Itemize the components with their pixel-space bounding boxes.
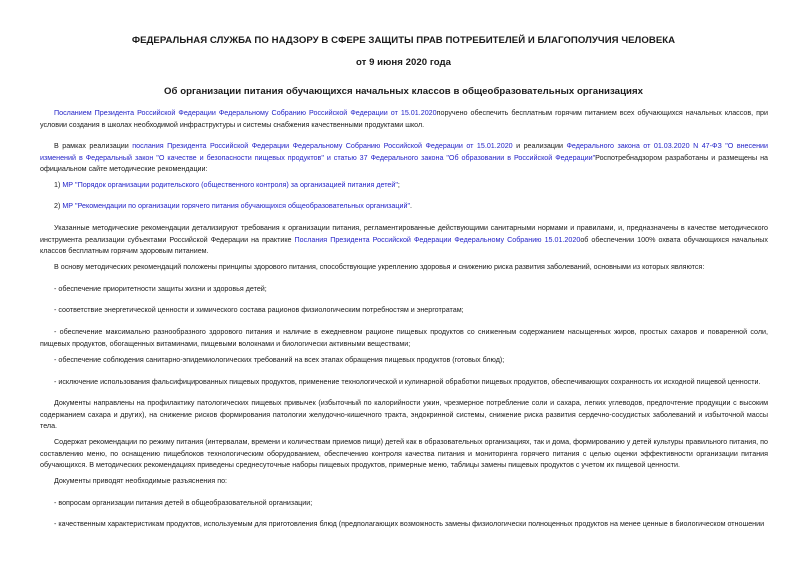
link-presidential-address[interactable]: Послания Президента Российской Федерации Федеральному Собранию 15.01.2020: [294, 235, 581, 244]
paragraph-text: .: [409, 202, 412, 210]
paragraph-12: Документы направлены на профилактику патологических пищевых привычек (избыточный по калорийности ужин, чрезмерное потребление соли и сахара, легких углеводов, предпочтение продукции с высоким содержанием сахара и других), на снижение рисков формирования патологии желудочно-кишечного тракта, эндокринной системы, снижение риска развития сердечно-сосудистых заболеваний и избыточной массы тела.: [40, 399, 768, 431]
agency-title: ФЕДЕРАЛЬНАЯ СЛУЖБА ПО НАДЗОРУ В СФЕРЕ ЗАЩИТЫ ПРАВ ПОТРЕБИТЕЛЕЙ И БЛАГОПОЛУЧИЯ ЧЕЛОВЕКА: [131, 35, 676, 46]
list-number: 2): [54, 202, 63, 210]
principle-item: - обеспечение приоритетности защиты жизни и здоровья детей;: [54, 285, 267, 293]
paragraph-14: Документы приводят необходимые разъяснения по:: [54, 477, 228, 485]
paragraph-5: [40, 223, 768, 258]
paragraph-text: и реализации: [512, 142, 567, 150]
link-federal-law-47fz[interactable]: Федерального закона от 01.03.2020 N 47-ФЗ "О внесении изменений в Федеральный закон "О качестве и безопасности пищевых продуктов" и статью 37 Федерального закона "Об образовании в Российской Федерации": [40, 142, 768, 162]
list-number: 1): [54, 181, 63, 189]
principle-item: - соответствие энергетической ценности и химического состава рационов физиологическим потребностям и энерготратам;: [54, 306, 464, 314]
link-mr-hot-meals[interactable]: МР "Рекомендации по организации горячего питания обучающихся общеобразовательных организаций": [62, 202, 410, 210]
link-presidential-address[interactable]: Посланием Президента Российской Федерации Федеральному Собранию Российской Федерации от 15.01.2020: [54, 109, 437, 117]
paragraph-13: Содержат рекомендации по режиму питания (интервалам, времени и количествам приемов пищи) детей как в образовательных организациях, так и дома, формированию у детей культуры правильного питания, по составлению меню, по оснащению пищеблоков технологическим оборудованием, обеспечению контроля качества питания и мониторинга горячего питания с целью оценки эффективности организации питания обучающихся. В методических рекомендациях приведены среднесуточные наборы пищевых продуктов, примерные меню, таблицы замены пищевых продуктов с учетом их пищевой ценности.: [40, 438, 768, 470]
link-presidential-address[interactable]: послания Президента Российской Федерации Федеральному Собранию Российской Федерации от 15.01.2020: [132, 142, 513, 150]
clarification-item: - качественным характеристикам продуктов, используемым для приготовления блюд (предполагающих возможность замены физиологически полноценных продуктов на менее ценные в биологическом отношении: [54, 520, 765, 528]
paragraph-text: об обеспечении 100% охвата обучающихся начальных классов бесплатным горячим здоровым питанием.: [40, 235, 768, 256]
paragraph-text: поручено обеспечить бесплатным горячим питанием всех обучающихся начальных классов, при условии создания в школах необходимой инфраструктуры и системы снабжения качественными продуктами школ.: [40, 109, 768, 129]
paragraph-6: В основу методических рекомендаций положены принципы здорового питания, способствующие укреплению здоровья и снижению риска развития заболеваний, основными из которых являются:: [54, 263, 705, 271]
link-mr-parental-control[interactable]: МР "Порядок организации родительского (общественного контроля) за организацией питания детей": [62, 181, 398, 189]
principle-item: - обеспечение соблюдения санитарно-эпидемиологических требований на всех этапах обращения пищевых продуктов (готовых блюд);: [54, 356, 505, 364]
paragraph-text: Роспотребнадзором разработаны и размещены на официальном сайте методические рекомендации:: [40, 153, 768, 174]
clarification-item: - вопросам организации питания детей в общеобразовательной организации;: [54, 499, 313, 507]
paragraph-1: [40, 108, 768, 131]
paragraph-text: В рамках реализации: [54, 142, 133, 150]
document-date: от 9 июня 2020 года: [355, 57, 452, 68]
list-item-mr-2: [40, 201, 768, 213]
paragraph-2: [40, 141, 768, 176]
list-item-mr-1: [40, 180, 768, 192]
paragraph-text: Указанные методические рекомендации детализируют требования к организации питания, регламентированные действующими санитарными нормами и правилами, и, предназначены в качестве методического инструмента реализации субъектами Российской Федерации на практике: [40, 224, 768, 244]
document-title: Об организации питания обучающихся начальных классов в общеобразовательных организациях: [163, 86, 643, 97]
principle-item: - обеспечение максимально разнообразного здорового питания и наличие в ежедневном рационе пищевых продуктов со сниженным содержанием насыщенных жиров, простых сахаров и поваренной соли, пищевых продуктов, обогащенных витаминами, пищевыми волокнами и биологически активными веществами;: [40, 328, 768, 348]
principle-item: - исключение использования фальсифицированных пищевых продуктов, применение технологической и кулинарной обработки пищевых продуктов, обеспечивающих сохранность их исходной пищевой ценности.: [54, 378, 761, 386]
paragraph-text: ;: [397, 181, 400, 189]
